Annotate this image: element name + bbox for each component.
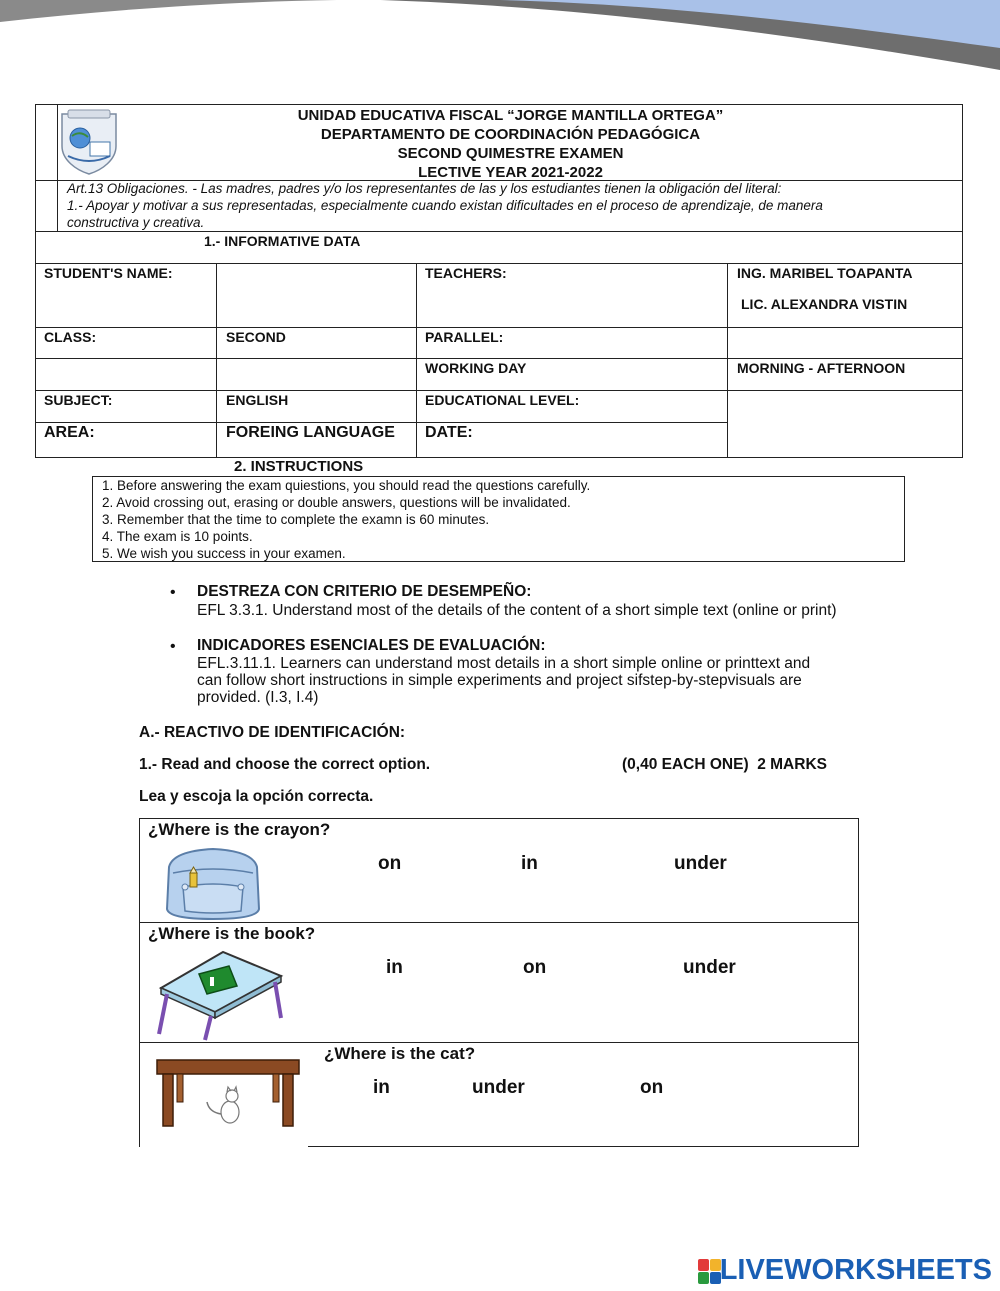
school-name: UNIDAD EDUCATIVA FISCAL “JORGE MANTILLA ORTEGA”	[297, 107, 724, 124]
top-decoration	[0, 0, 1000, 80]
option-under[interactable]: under	[472, 1077, 525, 1098]
question-3-text: ¿Where is the cat?	[324, 1044, 476, 1063]
table-with-book-image	[153, 948, 288, 1042]
class-label: CLASS:	[44, 329, 97, 345]
section-a-instruction: 1.- Read and choose the correct option.	[139, 756, 431, 773]
question-2-text: ¿Where is the book?	[148, 924, 316, 943]
instructions-title: 2. INSTRUCTIONS	[234, 458, 364, 475]
liveworksheets-brand[interactable]: LIVEWORKSHEETS	[719, 1254, 992, 1286]
teachers-label: TEACHERS:	[425, 265, 507, 281]
exam-name: SECOND QUIMESTRE EXAMEN	[397, 145, 624, 162]
indicadores-line-1: EFL.3.11.1. Learners can understand most details in a short simple online or printtext and	[197, 655, 811, 672]
section-a-title: A.- REACTIVO DE IDENTIFICACIÓN:	[139, 724, 406, 741]
option-in[interactable]: in	[386, 957, 403, 978]
question-1-text: ¿Where is the crayon?	[148, 820, 331, 839]
backpack-image	[163, 847, 263, 921]
indicadores-line-3: provided. (I.3, I.4)	[197, 689, 319, 706]
section-a-spanish: Lea y escoja la opción correcta.	[139, 788, 374, 805]
class-value: SECOND	[226, 329, 286, 345]
area-label: AREA:	[44, 424, 95, 441]
option-on[interactable]: on	[378, 853, 402, 874]
department-name: DEPARTAMENTO DE COORDINACIÓN PEDAGÓGICA	[320, 126, 701, 143]
option-under[interactable]: under	[674, 853, 727, 874]
option-on[interactable]: on	[640, 1077, 664, 1098]
teacher-1: ING. MARIBEL TOAPANTA	[737, 265, 913, 281]
instruction-item: 2. Avoid crossing out, erasing or double answers, questions will be invalidated.	[102, 495, 571, 510]
option-in[interactable]: in	[373, 1077, 390, 1098]
bullet-icon: •	[170, 638, 176, 655]
student-name-field[interactable]	[218, 265, 414, 325]
article-line-3: constructiva y creativa.	[67, 215, 205, 230]
subject-label: SUBJECT:	[44, 392, 113, 408]
section-a-marks: (0,40 EACH ONE) 2 MARKS	[622, 756, 827, 773]
destreza-body: EFL 3.3.1. Understand most of the details of the content of a short simple text (online or print)	[197, 602, 837, 619]
instruction-item: 3. Remember that the time to complete the examn is 60 minutes.	[102, 512, 490, 527]
teacher-2: LIC. ALEXANDRA VISTIN	[741, 296, 908, 312]
instruction-item: 4. The exam is 10 points.	[102, 529, 253, 544]
area-value: FOREING LANGUAGE	[226, 424, 395, 441]
parallel-label: PARALLEL:	[425, 329, 504, 345]
indicadores-title: INDICADORES ESENCIALES DE EVALUACIÓN:	[197, 637, 546, 654]
option-on[interactable]: on	[523, 957, 547, 978]
indicadores-line-2: can follow short instructions in simple experiments and project sifstep-by-stepvisuals are	[197, 672, 802, 689]
option-in[interactable]: in	[521, 853, 538, 874]
destreza-title: DESTREZA CON CRITERIO DE DESEMPEÑO:	[197, 583, 532, 600]
article-line-1: Art.13 Obligaciones. - Las madres, padres y/o los representantes de las y los estudiantes tienen la obligación del literal:	[67, 181, 782, 196]
option-under[interactable]: under	[683, 957, 736, 978]
liveworksheets-logo-icon	[698, 1259, 722, 1285]
working-day-value: MORNING - AFTERNOON	[737, 360, 906, 376]
educational-level-label: EDUCATIONAL LEVEL:	[425, 392, 580, 408]
bullet-icon: •	[170, 584, 176, 601]
student-name-label: STUDENT'S NAME:	[44, 265, 173, 281]
working-day-label: WORKING DAY	[425, 360, 527, 376]
date-label: DATE:	[425, 424, 473, 441]
instruction-item: 5. We wish you success in your examen.	[102, 546, 346, 561]
instruction-item: 1. Before answering the exam quiestions, you should read the questions carefully.	[102, 478, 591, 493]
table-with-cat-image	[155, 1056, 301, 1128]
informative-data-title: 1.- INFORMATIVE DATA	[204, 233, 361, 249]
parallel-field[interactable]	[729, 329, 961, 357]
educational-level-field[interactable]	[729, 392, 961, 456]
article-line-2: 1.- Apoyar y motivar a sus representadas, especialmente cuando existan dificultades en el proceso de aprendizaje, de manera	[67, 198, 823, 213]
lective-year: LECTIVE YEAR 2021-2022	[418, 164, 603, 181]
subject-value: ENGLISH	[226, 392, 289, 408]
